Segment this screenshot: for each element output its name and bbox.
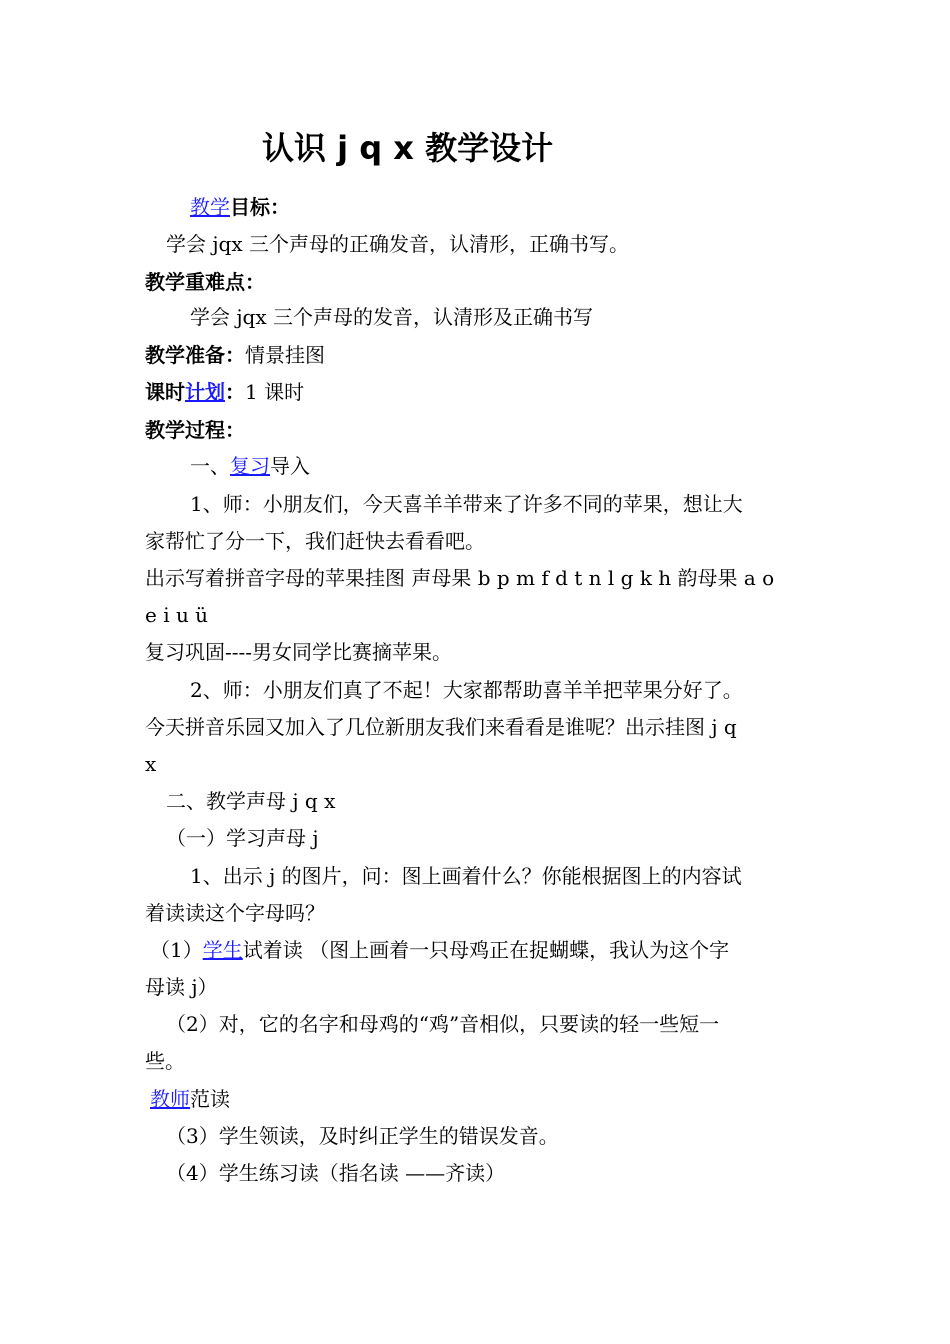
difficulty-heading: 教学重难点： xyxy=(145,270,265,294)
preparation-heading: 教学准备： xyxy=(145,343,245,367)
section1-link[interactable]: 复习 xyxy=(230,454,270,478)
section1-p4-line2: 今天拼音乐园又加入了几位新朋友我们来看看是谁呢？出示挂图 j q xyxy=(145,715,737,739)
schedule-heading-post: ： xyxy=(225,380,245,404)
teacher-model-reading xyxy=(150,1085,230,1113)
teacher-rest: 范读 xyxy=(190,1087,230,1111)
objectives-heading xyxy=(190,193,290,221)
section2-step1-line1 xyxy=(150,936,729,964)
section2-step2-line1: （2）对，它的名字和母鸡的“鸡”音相似，只要读的轻一些短一 xyxy=(166,1012,720,1036)
objectives-heading-rest: 目标： xyxy=(230,195,290,219)
section1-p2-line2: e i u ü xyxy=(145,603,209,627)
schedule-link[interactable]: 计划 xyxy=(185,380,225,404)
section2-step4: （4）学生练习读（指名读 ——齐读） xyxy=(166,1161,506,1185)
preparation-text: 情景挂图 xyxy=(245,343,325,367)
section1-p3: 复习巩固----男女同学比赛摘苹果。 xyxy=(145,640,453,664)
section1-p1-line2: 家帮忙了分一下，我们赶快去看看吧。 xyxy=(145,529,485,553)
schedule-heading-pre: 课时 xyxy=(145,380,185,404)
section2-question-line1: 1、出示 j 的图片，问：图上画着什么？你能根据图上的内容试 xyxy=(190,864,742,888)
section1-p2-line1: 出示写着拼音字母的苹果挂图 声母果 b p m f d t n l g k h 韵母果 a o xyxy=(145,566,775,590)
section1-p1-line1: 1、师：小朋友们，今天喜羊羊带来了许多不同的苹果，想让大 xyxy=(190,492,743,516)
section1-p4-line1: 2、师：小朋友们真了不起！大家都帮助喜羊羊把苹果分好了。 xyxy=(190,678,743,702)
section2-question-line2: 着读读这个字母吗？ xyxy=(145,901,325,925)
schedule-text: 1 课时 xyxy=(245,380,305,404)
step1-link[interactable]: 学生 xyxy=(202,938,243,962)
section2-heading: 二、教学声母 j q x xyxy=(166,789,336,813)
section2-step2-line2: 些。 xyxy=(145,1049,185,1073)
step1-rest: 试着读 （图上画着一只母鸡正在捉蝴蝶，我认为这个字 xyxy=(242,938,730,962)
difficulty-text: 学会 jqx 三个声母的发音，认清形及正确书写 xyxy=(190,305,593,329)
section1-p4-line3: x xyxy=(145,752,157,776)
section1-heading xyxy=(190,452,310,480)
objectives-text: 学会 jqx 三个声母的正确发音，认清形，正确书写。 xyxy=(166,232,629,256)
teacher-link[interactable]: 教师 xyxy=(150,1087,190,1111)
step1-prefix: （1） xyxy=(150,938,203,962)
preparation-line xyxy=(145,341,325,369)
document-title: 认识 j q x 教学设计 xyxy=(262,129,554,167)
section1-suffix: 导入 xyxy=(270,454,310,478)
section1-prefix: 一、 xyxy=(190,454,230,478)
objectives-link[interactable]: 教学 xyxy=(190,195,230,219)
process-heading: 教学过程： xyxy=(145,418,245,442)
section2-step1-line2: 母读 j） xyxy=(145,975,218,999)
section2-sub1: （一）学习声母 j xyxy=(166,826,319,850)
section2-step3: （3）学生领读，及时纠正学生的错误发音。 xyxy=(166,1124,559,1148)
schedule-line xyxy=(145,378,304,406)
